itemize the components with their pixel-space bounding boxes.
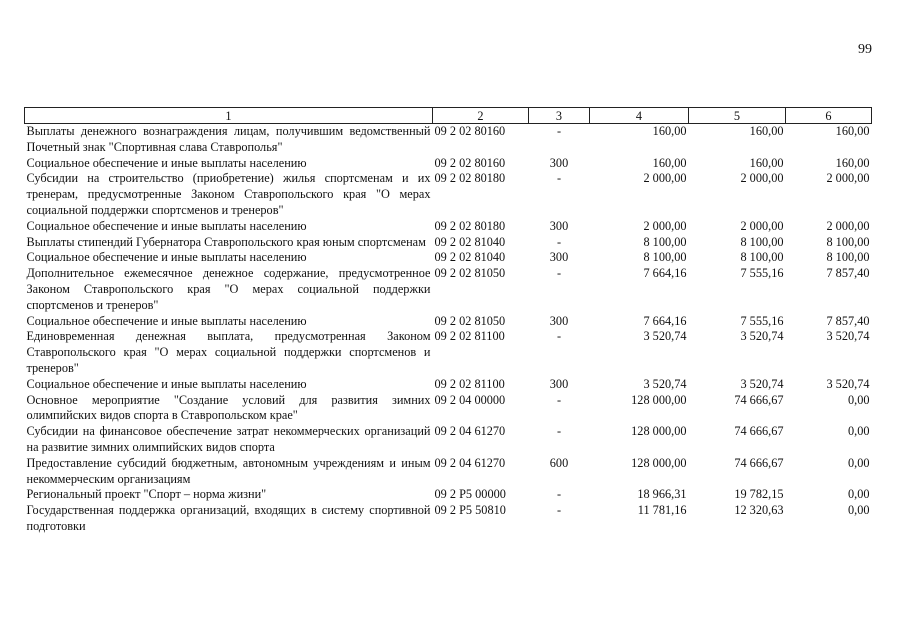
table-row: [25, 503, 872, 535]
row-name: Социальное обеспечение и иные выплаты населению: [26, 313, 307, 328]
row-value-1: 11 781,16: [637, 503, 687, 518]
row-value-2: 3 520,74: [740, 376, 784, 391]
row-value-3: 3 520,74: [826, 329, 870, 344]
row-value-3: 0,00: [847, 455, 870, 470]
row-value-1: 128 000,00: [631, 455, 687, 470]
row-value-3: 0,00: [847, 392, 870, 407]
row-value-2: 3 520,74: [740, 329, 784, 344]
row-code: 09 2 04 61270: [434, 455, 506, 470]
table-row: [25, 393, 872, 425]
row-expense-type: 300: [549, 218, 569, 233]
row-value-2: 12 320,63: [734, 503, 784, 518]
row-value-3: 2 000,00: [826, 171, 870, 186]
row-value-2: 74 666,67: [734, 424, 784, 439]
row-value-2: 19 782,15: [734, 487, 784, 502]
row-value-2: 74 666,67: [734, 392, 784, 407]
row-value-1: 128 000,00: [631, 392, 687, 407]
table-row: [25, 329, 872, 376]
row-value-2: 74 666,67: [734, 455, 784, 470]
page-number: 99: [858, 42, 872, 57]
row-code: 09 2 02 81050: [434, 266, 506, 281]
row-code: 09 2 02 81040: [434, 234, 506, 249]
row-value-3: 160,00: [835, 155, 870, 170]
row-expense-type: -: [556, 124, 562, 138]
row-name: Субсидии на строительство (приобретение) жилья спортсменам и их тренерам, предусмотренные Законом Ставропольского края "О мерах социальной поддержки спортсменов и тренеров": [26, 171, 431, 217]
row-value-1: 2 000,00: [643, 171, 687, 186]
row-name: Выплаты денежного вознаграждения лицам, получившим ведомственный Почетный знак "Спортивная слава Ставрополья": [26, 124, 431, 154]
table-header: [25, 108, 872, 124]
budget-table: [24, 107, 872, 535]
row-value-2: 160,00: [749, 124, 784, 138]
row-value-2: 8 100,00: [740, 250, 784, 265]
table-row: [25, 219, 872, 235]
column-header-1: 1: [25, 108, 433, 124]
row-code: 09 2 02 80180: [434, 171, 506, 186]
column-header-5: 5: [689, 108, 786, 124]
row-value-1: 8 100,00: [643, 250, 687, 265]
row-expense-type: -: [556, 392, 562, 407]
table-row: [25, 235, 872, 251]
row-value-3: 7 857,40: [826, 313, 870, 328]
table-body: [25, 124, 872, 535]
table-row: [25, 156, 872, 172]
table-row: [25, 377, 872, 393]
row-value-2: 8 100,00: [740, 234, 784, 249]
row-expense-type: -: [556, 503, 562, 518]
row-expense-type: -: [556, 266, 562, 281]
row-code: 09 2 02 80180: [434, 218, 506, 233]
row-code: 09 2 04 61270: [434, 424, 506, 439]
row-value-2: 2 000,00: [740, 171, 784, 186]
row-expense-type: -: [556, 424, 562, 439]
row-value-1: 18 966,31: [637, 487, 687, 502]
row-expense-type: -: [556, 329, 562, 344]
row-code: 09 2 P5 00000: [434, 487, 506, 502]
row-expense-type: 600: [549, 455, 569, 470]
row-name: Государственная поддержка организаций, входящих в систему спортивной подготовки: [26, 503, 431, 533]
column-header-4: 4: [590, 108, 689, 124]
row-expense-type: 300: [549, 376, 569, 391]
row-name: Субсидии на финансовое обеспечение затрат некоммерческих организаций на развитие зимних олимпийских видов спорта: [26, 424, 431, 454]
row-value-1: 7 664,16: [643, 266, 687, 281]
row-name: Социальное обеспечение и иные выплаты населению: [26, 155, 307, 170]
row-value-2: 160,00: [749, 155, 784, 170]
table-row: [25, 266, 872, 313]
column-header-3: 3: [529, 108, 590, 124]
row-expense-type: -: [556, 234, 562, 249]
row-expense-type: -: [556, 487, 562, 502]
column-header-2: 2: [433, 108, 529, 124]
row-name: Предоставление субсидий бюджетным, автономным учреждениям и иным некоммерческим организациям: [26, 455, 431, 486]
row-value-1: 160,00: [652, 124, 687, 138]
table-row: [25, 250, 872, 266]
row-value-2: 2 000,00: [740, 218, 784, 233]
row-value-3: 8 100,00: [826, 234, 870, 249]
row-expense-type: 300: [549, 250, 569, 265]
row-expense-type: 300: [549, 155, 569, 170]
row-code: 09 2 04 00000: [434, 392, 506, 407]
row-code: 09 2 02 81040: [434, 250, 506, 265]
table-row: [25, 124, 872, 156]
row-code: 09 2 P5 50810: [434, 503, 506, 518]
table-row: [25, 487, 872, 503]
table-row: [25, 424, 872, 456]
row-name: Выплаты стипендий Губернатора Ставропольского края юным спортсменам: [26, 234, 426, 249]
row-value-1: 2 000,00: [643, 218, 687, 233]
row-value-3: 2 000,00: [826, 218, 870, 233]
header-row: [25, 108, 872, 124]
row-value-3: 8 100,00: [826, 250, 870, 265]
row-name: Социальное обеспечение и иные выплаты населению: [26, 250, 307, 265]
row-expense-type: -: [556, 171, 562, 186]
row-value-2: 7 555,16: [740, 266, 784, 281]
row-code: 09 2 02 81100: [434, 329, 505, 344]
row-name: Основное мероприятие "Создание условий для развития зимних олимпийских видов спорта в Ставропольском крае": [26, 392, 431, 423]
row-name: Региональный проект "Спорт – норма жизни": [26, 487, 267, 502]
row-value-3: 7 857,40: [826, 266, 870, 281]
row-code: 09 2 02 80160: [434, 124, 506, 138]
row-value-3: 0,00: [847, 503, 870, 518]
row-name: Социальное обеспечение и иные выплаты населению: [26, 376, 307, 391]
row-code: 09 2 02 80160: [434, 155, 506, 170]
row-name: Социальное обеспечение и иные выплаты населению: [26, 218, 307, 233]
row-value-1: 7 664,16: [643, 313, 687, 328]
row-code: 09 2 02 81100: [434, 376, 505, 391]
row-value-1: 3 520,74: [643, 376, 687, 391]
row-value-1: 128 000,00: [631, 424, 687, 439]
row-value-3: 160,00: [835, 124, 870, 138]
row-value-3: 0,00: [847, 487, 870, 502]
row-value-3: 0,00: [847, 424, 870, 439]
table-row: [25, 314, 872, 330]
row-code: 09 2 02 81050: [434, 313, 506, 328]
row-value-1: 8 100,00: [643, 234, 687, 249]
table-row: [25, 456, 872, 488]
row-value-2: 7 555,16: [740, 313, 784, 328]
row-name: Единовременная денежная выплата, предусмотренная Законом Ставропольского края "О мерах социальной поддержки спортсменов и тренеров": [26, 329, 431, 375]
column-header-6: 6: [786, 108, 872, 124]
row-expense-type: 300: [549, 313, 569, 328]
row-name: Дополнительное ежемесячное денежное содержание, предусмотренное Законом Ставропольского края "О мерах социальной поддержки спортсменов и тренеров": [26, 266, 431, 312]
row-value-1: 3 520,74: [643, 329, 687, 344]
table-row: [25, 171, 872, 218]
row-value-1: 160,00: [652, 155, 687, 170]
row-value-3: 3 520,74: [826, 376, 870, 391]
